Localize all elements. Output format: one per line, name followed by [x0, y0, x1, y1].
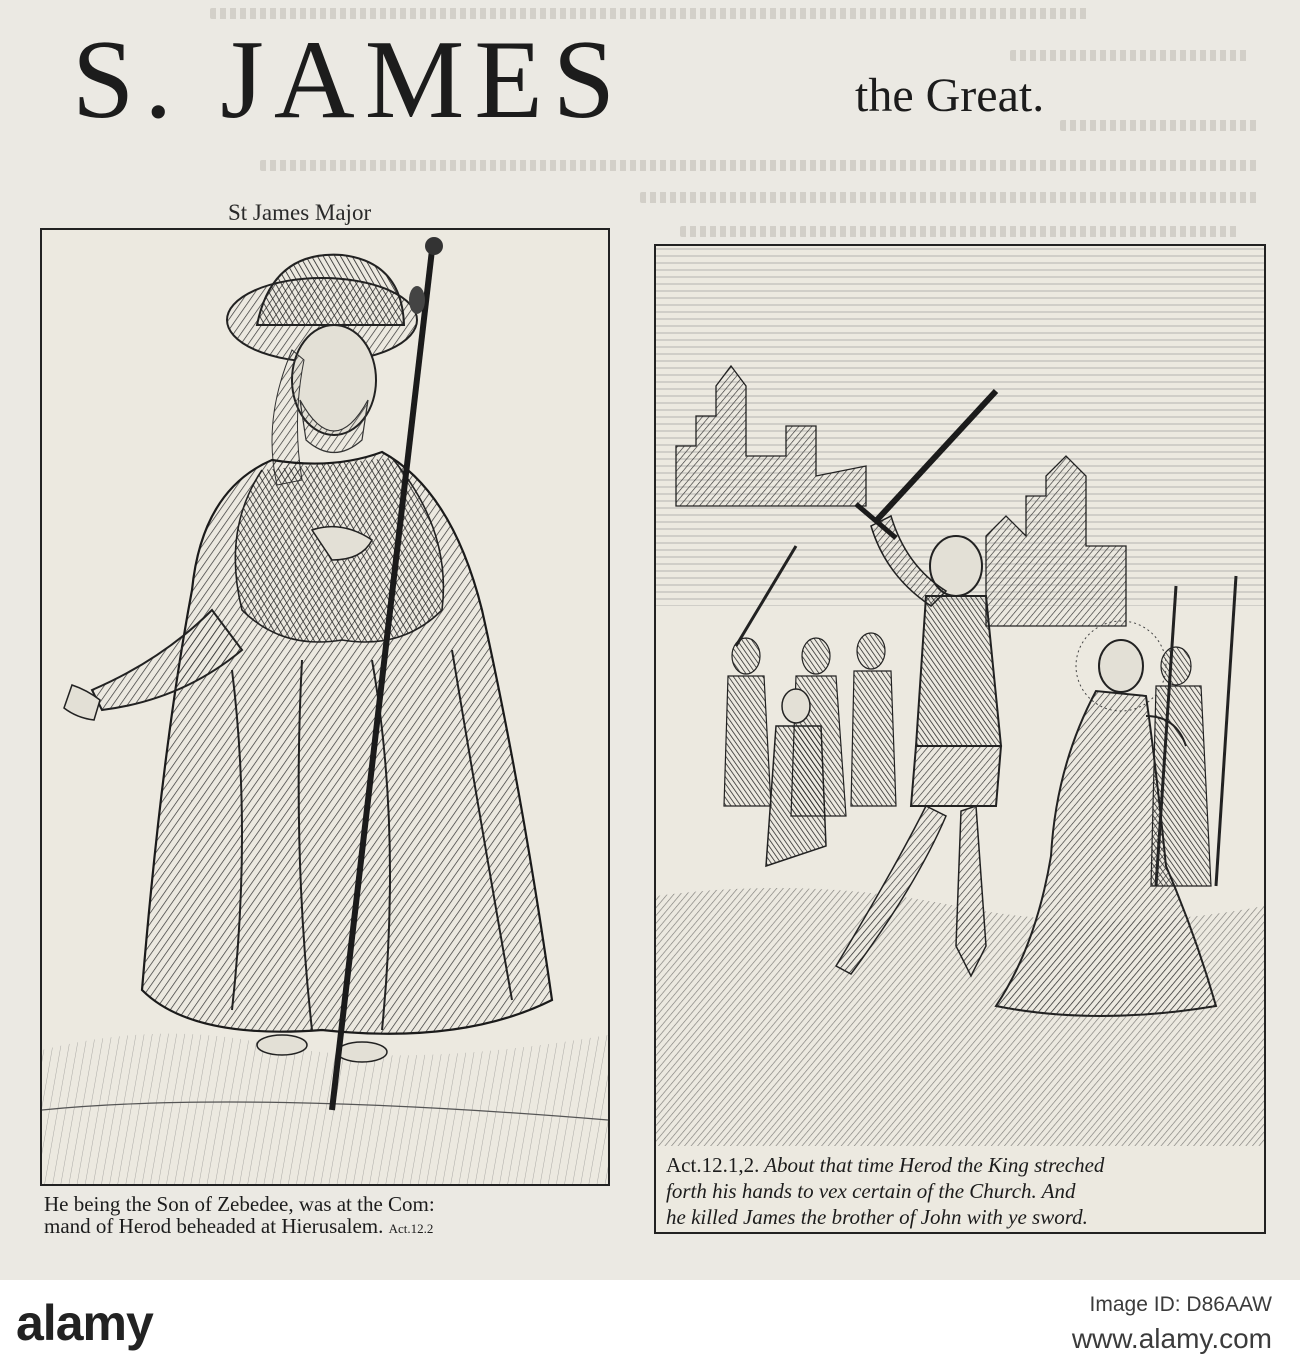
right-caption-ref: Act.12.1,2. — [666, 1153, 760, 1177]
right-caption-line-2: forth his hands to vex certain of the Church. And — [666, 1179, 1076, 1203]
left-caption-ref: Act.12.2 — [388, 1221, 434, 1236]
left-plate-label: St James Major — [228, 200, 372, 225]
stock-footer — [0, 1280, 1300, 1365]
left-caption-line-1: He being the Son of Zebedee, was at the Com: — [44, 1192, 435, 1216]
st-james-engraving — [42, 230, 608, 1184]
page-title: S. JAMES — [72, 18, 626, 142]
image-id-block — [1072, 1288, 1272, 1356]
right-plate-caption — [666, 1152, 1266, 1230]
right-caption-line-1 — [666, 1152, 1266, 1178]
image-id-label: Image ID: D86AAW — [1089, 1293, 1272, 1316]
left-engraving-plate — [40, 228, 610, 1186]
right-engraving-plate — [654, 244, 1266, 1234]
left-caption-line-2-text: mand of Herod beheaded at Hierusalem. — [44, 1214, 384, 1238]
right-caption-line-3: he killed James the brother of John with ye sword. — [666, 1205, 1088, 1229]
footer-url[interactable]: www.alamy.com — [1071, 1323, 1272, 1354]
left-caption-line-2 — [44, 1215, 619, 1240]
martyrdom-engraving — [656, 246, 1264, 1146]
right-caption-line-1-text: About that time Herod the King streched — [764, 1153, 1105, 1177]
left-plate-caption — [44, 1193, 619, 1240]
page-subtitle: the Great. — [855, 69, 1045, 122]
alamy-logo: alamy — [16, 1295, 153, 1351]
